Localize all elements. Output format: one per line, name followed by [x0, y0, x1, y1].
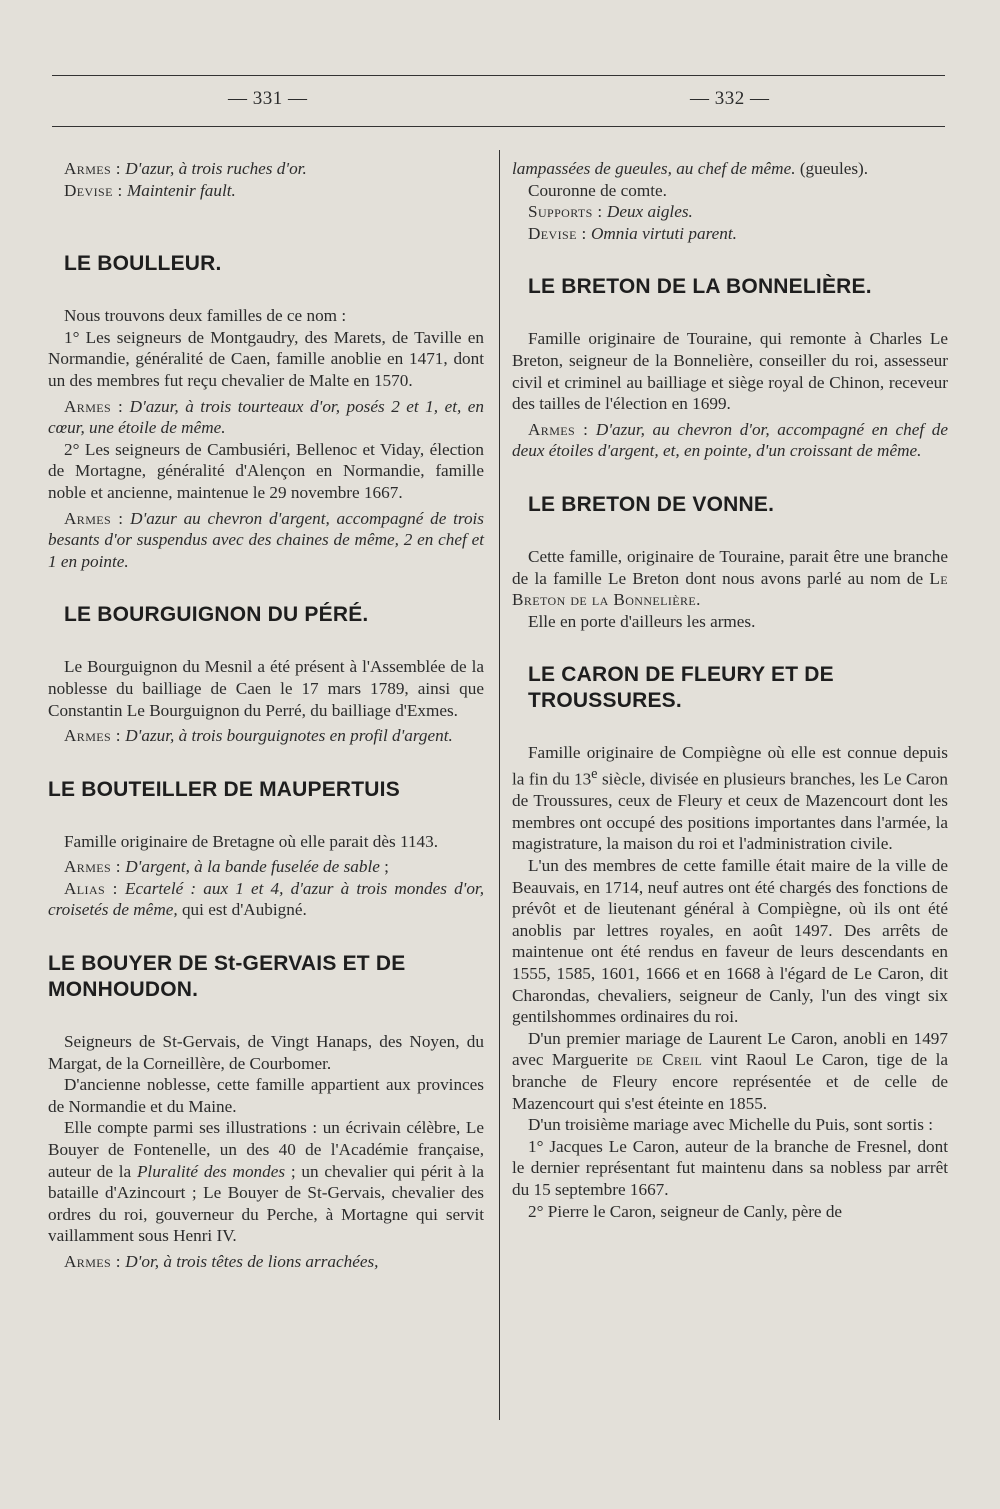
paragraph: 1° Les seigneurs de Montgaudry, des Marets, de Taville en Normandie, généralité de Caen, famille anoblie en 1471, dont un des membres fut reçu chevalier de Malte en 1570. [48, 327, 484, 390]
continuation-text: lampassées de gueules, au chef de même. (gueules). [512, 159, 869, 178]
paragraph: 1° Jacques Le Caron, auteur de la branche de Fresnel, dont le dernier représentant fut maintenu dans sa nobless par arrêt du 15 septembre 1667. [512, 1136, 948, 1199]
paragraph: 2° Les seigneurs de Cambusiéri, Bellenoc et Viday, élection de Mortagne, généralité d'Alençon en Normandie, famille noble et ancienne, maintenue le 29 novembre 1667. [48, 439, 484, 502]
alias-entry: Alias : Ecartelé : aux 1 et 4, d'azur à trois mondes d'or, croisetés de même, qui est d'Aubigné. [48, 878, 485, 920]
paragraph: D'ancienne noblesse, cette famille appartient aux provinces de Normandie et du Maine. [48, 1075, 484, 1116]
paragraph: 2° Pierre le Caron, seigneur de Canly, père de [528, 1201, 843, 1221]
supports-entry: Supports : Deux aigles. [528, 202, 693, 222]
paragraph: Elle compte parmi ses illustrations : un écrivain célèbre, Le Bouyer de Fontenelle, un des 40 de l'Académie française, auteur de la Pluralité des mondes ; un chevalier qui périt à la bataille d'Azincourt ; Le Bouyer de St-Gervais, chevalier des ordres du roi, gouverneur du Perche, à Mortagne qui servit vaillamment sous Henri IV. [48, 1118, 484, 1246]
heading-le-breton-de-vonne: LE BRETON DE VONNE. [528, 492, 775, 516]
right-column [512, 158, 948, 1222]
heading-le-boulleur: LE BOULLEUR. [64, 252, 222, 276]
paragraph: Seigneurs de St-Gervais, de Vingt Hanaps, des Noyen, du Margat, de la Corneillère, de Courbomer. [48, 1032, 484, 1073]
left-column [48, 158, 484, 1273]
couronne-entry: Couronne de comte. [528, 180, 667, 200]
header-rule-top [52, 75, 945, 76]
armes-entry: Armes : D'azur au chevron d'argent, accompagné de trois besants d'or suspendus avec des chaines de même, 2 en chef et 1 en pointe. [48, 508, 484, 571]
heading-le-bouteiller-de-maupertuis: LE BOUTEILLER DE MAUPERTUIS [48, 777, 400, 801]
paragraph: D'un premier mariage de Laurent Le Caron, anobli en 1497 avec Marguerite de Creil vint Raoul Le Caron, tige de la branche de Fleury encore représentée et de celle de Mazencourt qui s'est éteinte en 1855. [512, 1028, 949, 1113]
armes-entry: Armes : D'azur, à trois ruches d'or. [64, 159, 307, 178]
paragraph: Famille originaire de Compiègne où elle est connue depuis la fin du 13e siècle, divisée en plusieurs branches, les Le Caron de Troussures, ceux de Fleury et ceux de Mazencourt dont les membres ont occupé des positions importantes dans l'armée, la magistrature, la maison du roi et l'administration civile. [512, 743, 948, 854]
armes-entry: Armes : D'or, à trois têtes de lions arrachées, [64, 1252, 379, 1271]
paragraph: Famille originaire de Touraine, qui remonte à Charles Le Breton, seigneur de la Bonnelière, conseiller du roi, assesseur civil et criminel au bailliage et siège royal de Chinon, receveur des tailles de l'élection en 1699. [512, 329, 948, 414]
devise-entry: Devise : Maintenir fault. [64, 180, 236, 200]
armes-entry: Armes : D'azur, à trois bourguignotes en profil d'argent. [64, 726, 453, 746]
page-number-left: — 331 — [228, 88, 308, 109]
paragraph: D'un troisième mariage avec Michelle du Puis, sont sortis : [528, 1115, 934, 1135]
page-number-right: — 332 — [690, 88, 770, 109]
column-divider [499, 150, 500, 1420]
paragraph: Elle en porte d'ailleurs les armes. [528, 611, 756, 631]
armes-entry: Armes : D'azur, à trois tourteaux d'or, posés 2 et 1, et, en cœur, une étoile de même. [48, 396, 484, 438]
armes-entry: Armes : D'azur, au chevron d'or, accompagné en chef de deux étoiles d'argent, et, en pointe, d'un croissant de même. [512, 419, 949, 461]
paragraph: Famille originaire de Bretagne où elle parait dès 1143. [64, 831, 439, 851]
paragraph: Nous trouvons deux familles de ce nom : [64, 306, 347, 326]
paragraph: L'un des membres de cette famille était maire de la ville de Beauvais, en 1714, neuf autres ont été chargés des fonctions de prévôt et de lieutenant général à Compiègne, où ils ont été anoblis par lettres royales, en août 1497. Des arrêts de maintenue ont été rendus en faveur de leurs descendants en 1555, 1585, 1601, 1666 et en 1668 à l'égard de Le Caron, dit Charondas, chevaliers, seigneur de Canly, l'un des vingt six gentilshommes ordinaires du roi. [512, 856, 948, 1027]
devise-entry: Devise : Omnia virtuti parent. [528, 223, 737, 243]
heading-le-bourguignon-du-pere: LE BOURGUIGNON DU PÉRÉ. [64, 603, 369, 627]
heading-le-caron-de-fleury: LE CARON DE FLEURY ET DE TROUSSURES. [528, 663, 834, 713]
armes-entry: Armes : D'argent, à la bande fuselée de sable ; [64, 857, 389, 877]
header-rule-bottom [52, 126, 945, 127]
heading-le-bouyer-de-st-gervais: LE BOUYER DE St-GERVAIS ET DE MONHOUDON. [48, 952, 406, 1002]
paragraph: Le Bourguignon du Mesnil a été présent à l'Assemblée de la noblesse du bailliage de Caen le 17 mars 1789, ainsi que Constantin Le Bourguignon du Perré, du bailliage d'Exmes. [48, 657, 484, 720]
heading-le-breton-de-la-bonneliere: LE BRETON DE LA BONNELIÈRE. [528, 275, 872, 299]
paragraph: Cette famille, originaire de Touraine, parait être une branche de la famille Le Breton dont nous avons parlé au nom de Le Breton de la Bonnelière. [512, 546, 948, 610]
